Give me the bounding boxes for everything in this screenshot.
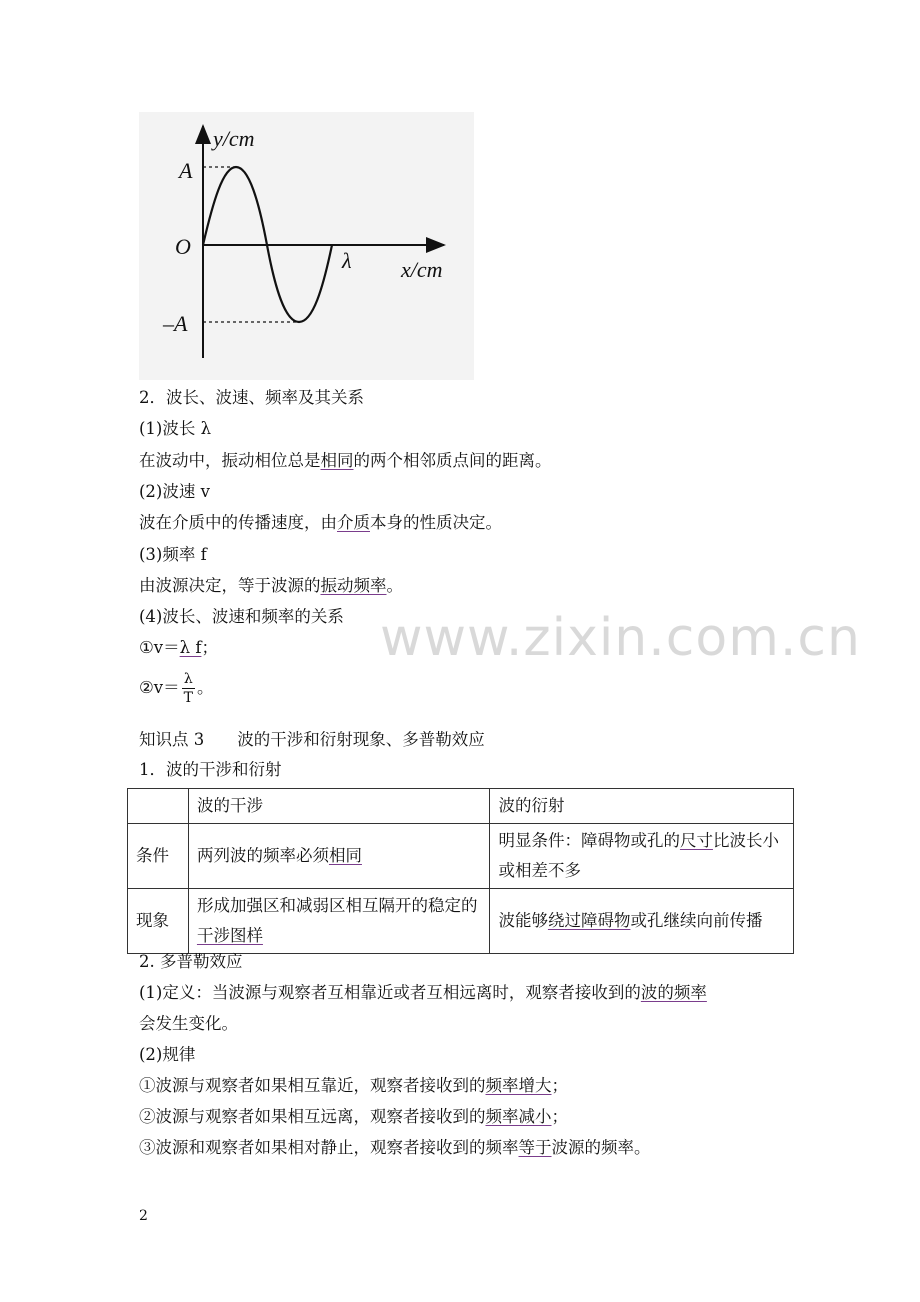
watermark: www.zixin.com.cn <box>380 608 861 668</box>
table-cell: 形成加强区和减弱区相互隔开的稳定的干涉图样 <box>188 889 490 954</box>
table-cell <box>128 789 189 824</box>
formula-2: ②v＝ $\frac{\lambda}{T}$ 。 <box>139 671 214 706</box>
wave-figure <box>139 112 474 380</box>
kp3-heading: 知识点 3 波的干涉和衍射现象、多普勒效应 <box>139 730 485 749</box>
kp3-sub1: 1．波的干涉和衍射 <box>139 760 282 779</box>
origin-label: O <box>175 234 191 259</box>
table-cell: 明显条件：障碍物或孔的尺寸比波长小或相差不多 <box>490 824 794 889</box>
answer-blank: 波的频率 <box>640 983 707 1002</box>
table-cell: 波能够绕过障碍物或孔继续向前传播 <box>490 889 794 954</box>
table-header: 波的干涉 <box>188 789 490 824</box>
wavelength-def: 在波动中，振动相位总是相同的两个相邻质点间的距离。 <box>139 451 552 470</box>
answer-blank: 振动频率 <box>320 576 387 595</box>
table-row <box>128 824 794 889</box>
freq-def: 由波源决定，等于波源的振动频率。 <box>139 576 403 595</box>
answer-blank: 干涉图样 <box>196 926 263 945</box>
section-title: 2．波长、波速、频率及其关系 <box>139 388 364 407</box>
doppler-rule-3: ③波源和观察者如果相对静止，观察者接收到的频率等于波源的频率。 <box>139 1138 651 1157</box>
row-label: 条件 <box>128 824 189 889</box>
row-label: 现象 <box>128 889 189 954</box>
answer-blank: 频率增大 <box>485 1076 552 1095</box>
amp-pos-label: A <box>179 158 193 183</box>
freq-heading: (3)频率 f <box>139 545 207 564</box>
wavelength-heading: (1)波长 λ <box>139 419 212 438</box>
table-row <box>128 889 794 954</box>
answer-blank: 相同 <box>328 846 362 865</box>
answer-blank: λ f <box>179 638 202 657</box>
relation-heading: (4)波长、波速和频率的关系 <box>139 607 344 626</box>
wavelength-label: λ <box>342 248 352 273</box>
page-number: 2 <box>139 1208 148 1224</box>
answer-blank: 尺寸 <box>679 831 713 850</box>
x-axis-label: x/cm <box>401 257 443 282</box>
answer-blank: 等于 <box>518 1138 552 1157</box>
answer-blank: 绕过障碍物 <box>547 911 631 930</box>
wave-graph <box>139 112 474 380</box>
doppler-rule-1: ①波源与观察者如果相互靠近，观察者接收到的频率增大； <box>139 1076 568 1095</box>
answer-blank: 频率减小 <box>485 1107 552 1126</box>
y-axis-label: y/cm <box>213 126 255 151</box>
fraction: $\frac{\lambda}{T}$ <box>183 671 193 706</box>
doppler-def: (1)定义：当波源与观察者互相靠近或者互相远离时，观察者接收到的波的频率 <box>139 983 707 1002</box>
speed-heading: (2)波速 v <box>139 482 210 501</box>
answer-blank: 相同 <box>320 451 354 470</box>
speed-def: 波在介质中的传播速度，由介质本身的性质决定。 <box>139 513 502 532</box>
table-row <box>128 789 794 824</box>
doppler-title: 2. 多普勒效应 <box>139 952 243 971</box>
doppler-rule-2: ②波源与观察者如果相互远离，观察者接收到的频率减小； <box>139 1107 568 1126</box>
table-cell: 两列波的频率必须相同 <box>188 824 490 889</box>
doppler-def-cont: 会发生变化。 <box>139 1014 238 1033</box>
answer-blank: 介质 <box>337 513 370 532</box>
amp-neg-label: –A <box>163 311 188 336</box>
doppler-rule-title: (2)规律 <box>139 1045 196 1064</box>
table-header: 波的衍射 <box>490 789 794 824</box>
comparison-table <box>127 788 794 954</box>
formula-1: ①v＝λ f； <box>139 638 218 657</box>
